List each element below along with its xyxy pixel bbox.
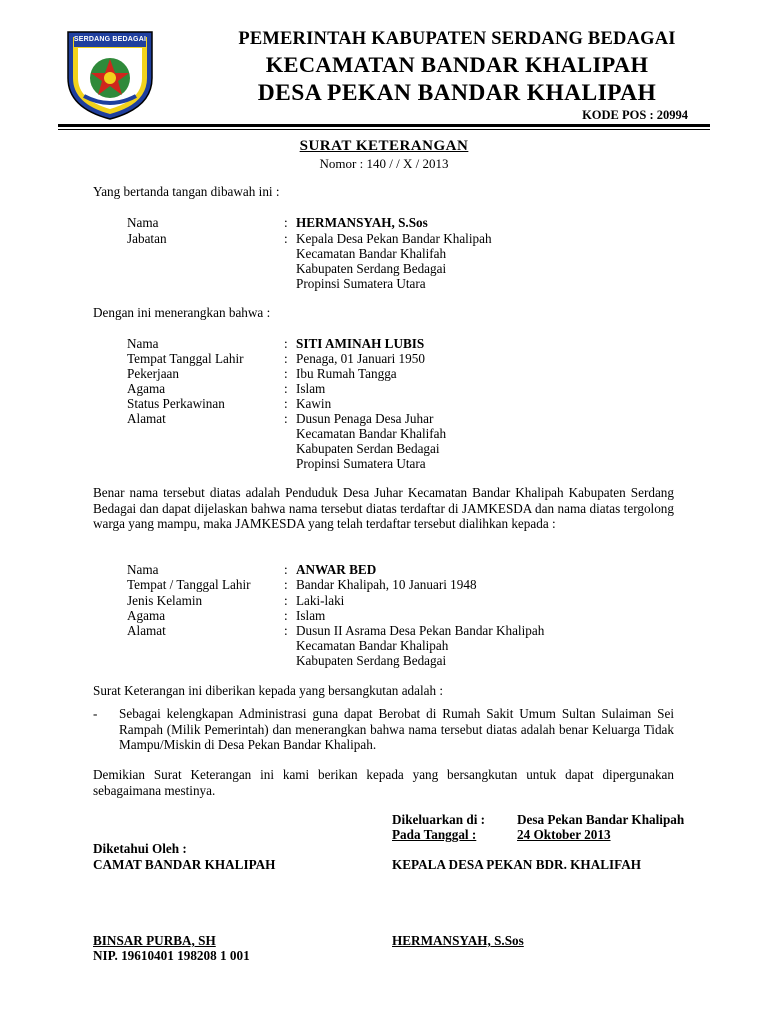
issued-date-label: Pada Tanggal : bbox=[392, 827, 477, 842]
recipient-name-label: Nama bbox=[127, 562, 159, 577]
village-head-title: KEPALA DESA PEKAN BDR. KHALIFAH bbox=[392, 857, 642, 872]
bullet-dash: - bbox=[93, 706, 98, 721]
camat-title: CAMAT BANDAR KHALIPAH bbox=[93, 857, 276, 872]
subject-marital: Kawin bbox=[296, 396, 332, 411]
recipient-birth: Bandar Khalipah, 10 Januari 1948 bbox=[296, 577, 477, 592]
header-divider-thin bbox=[58, 129, 710, 130]
issued-place: Desa Pekan Bandar Khalipah bbox=[517, 812, 685, 827]
colon: : bbox=[284, 623, 288, 638]
acknowledged-by: Diketahui Oleh : bbox=[93, 841, 187, 856]
letter-title: SURAT KETERANGAN bbox=[299, 138, 469, 154]
intro-text: Yang bertanda tangan dibawah ini : bbox=[93, 184, 280, 199]
header-line-government: PEMERINTAH KABUPATEN SERDANG BEDAGAI bbox=[238, 29, 676, 49]
colon: : bbox=[284, 593, 288, 608]
logo-caption: SERDANG BEDAGAI bbox=[73, 36, 147, 43]
camat-name: BINSAR PURBA, SH bbox=[93, 933, 216, 948]
village-head-name: HERMANSYAH, S.Sos bbox=[392, 933, 524, 948]
signer-name: HERMANSYAH, S.Sos bbox=[296, 215, 428, 230]
regency-logo bbox=[62, 26, 158, 122]
subject-religion-label: Agama bbox=[127, 381, 166, 396]
recipient-address-line: Kabupaten Serdang Bedagai bbox=[296, 653, 447, 668]
closing-paragraph: Demikian Surat Keterangan ini kami berikan kepada yang bersangkutan untuk dapat dipergunakan sebagaimana mestinya. bbox=[93, 767, 674, 798]
subject-birth-label: Tempat Tanggal Lahir bbox=[127, 351, 244, 366]
signer-position-line: Kabupaten Serdang Bedagai bbox=[296, 261, 447, 276]
colon: : bbox=[284, 577, 288, 592]
issued-place-label: Dikeluarkan di : bbox=[392, 812, 486, 827]
signer-position-line: Propinsi Sumatera Utara bbox=[296, 276, 426, 291]
recipient-gender: Laki-laki bbox=[296, 593, 345, 608]
colon: : bbox=[284, 411, 288, 426]
signer-position-line: Kepala Desa Pekan Bandar Khalipah bbox=[296, 231, 492, 246]
signer-position-line: Kecamatan Bandar Khalifah bbox=[296, 246, 447, 261]
purpose-intro: Surat Keterangan ini diberikan kepada yang bersangkutan adalah : bbox=[93, 683, 444, 698]
subject-job: Ibu Rumah Tangga bbox=[296, 366, 397, 381]
header-line-district: KECAMATAN BANDAR KHALIPAH bbox=[265, 52, 649, 77]
recipient-birth-label: Tempat / Tanggal Lahir bbox=[127, 577, 251, 592]
subject-birth: Penaga, 01 Januari 1950 bbox=[296, 351, 425, 366]
subject-address-line: Propinsi Sumatera Utara bbox=[296, 456, 426, 471]
postal-code: KODE POS : 20994 bbox=[582, 108, 688, 122]
colon: : bbox=[284, 381, 288, 396]
recipient-religion-label: Agama bbox=[127, 608, 166, 623]
issued-date: 24 Oktober 2013 bbox=[517, 827, 611, 842]
recipient-gender-label: Jenis Kelamin bbox=[127, 593, 203, 608]
subject-address-label: Alamat bbox=[127, 411, 166, 426]
colon: : bbox=[284, 351, 288, 366]
subject-religion: Islam bbox=[296, 381, 326, 396]
signer-position-label: Jabatan bbox=[127, 231, 167, 246]
colon: : bbox=[284, 396, 288, 411]
recipient-name: ANWAR BED bbox=[296, 562, 377, 577]
subject-job-label: Pekerjaan bbox=[127, 366, 179, 381]
recipient-address-line: Dusun II Asrama Desa Pekan Bandar Khalipah bbox=[296, 623, 545, 638]
subject-address-line: Kecamatan Bandar Khalifah bbox=[296, 426, 447, 441]
header-divider-thick bbox=[58, 124, 710, 127]
colon: : bbox=[284, 562, 288, 577]
colon: : bbox=[284, 366, 288, 381]
statement-paragraph: Benar nama tersebut diatas adalah Penduduk Desa Juhar Kecamatan Bandar Khalipah Kabupaten Serdang Bedagai dan dapat dijelaskan bahwa nama tersebut diatas terdaftar di JAMKESDA dan nama diatas tergolong warga yang mampu, maka JAMKESDA yang telah terdaftar tersebut dialihkan kepada : bbox=[93, 485, 674, 532]
letter-number: Nomor : 140 / / X / 2013 bbox=[319, 156, 449, 171]
subject-name-label: Nama bbox=[127, 336, 159, 351]
colon: : bbox=[284, 336, 288, 351]
subject-address-line: Dusun Penaga Desa Juhar bbox=[296, 411, 434, 426]
subject-marital-label: Status Perkawinan bbox=[127, 396, 225, 411]
colon: : bbox=[284, 231, 288, 246]
header-line-village: DESA PEKAN BANDAR KHALIPAH bbox=[257, 80, 657, 106]
subject-name: SITI AMINAH LUBIS bbox=[296, 336, 425, 351]
purpose-bullet: Sebagai kelengkapan Administrasi guna dapat Berobat di Rumah Sakit Umum Sultan Sulaiman Sei Rampah (Milik Pemerintah) dan menerangkan bahwa nama tersebut diatas adalah benar Keluarga Tidak Mampu/Miskin di Desa Pekan Bandar Khalipah. bbox=[119, 706, 674, 753]
signer-name-label: Nama bbox=[127, 215, 159, 230]
colon: : bbox=[284, 215, 288, 230]
recipient-address-line: Kecamatan Bandar Khalipah bbox=[296, 638, 449, 653]
colon: : bbox=[284, 608, 288, 623]
subject-address-line: Kabupaten Serdan Bedagai bbox=[296, 441, 440, 456]
recipient-address-label: Alamat bbox=[127, 623, 166, 638]
statement-intro: Dengan ini menerangkan bahwa : bbox=[93, 305, 271, 320]
recipient-religion: Islam bbox=[296, 608, 326, 623]
camat-nip: NIP. 19610401 198208 1 001 bbox=[93, 948, 250, 963]
